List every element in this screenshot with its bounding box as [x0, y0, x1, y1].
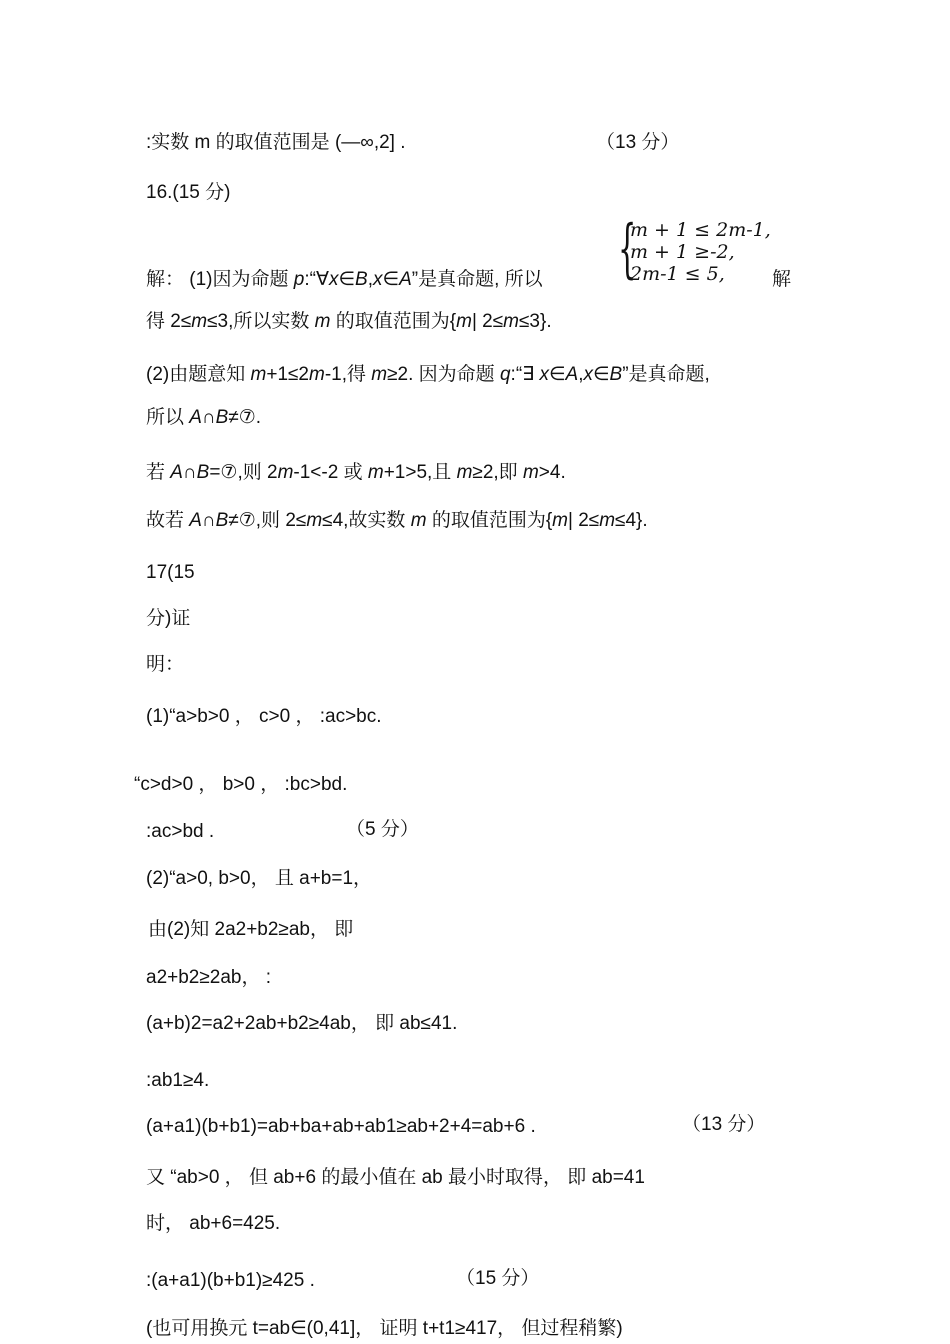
text: ,: [367, 269, 373, 290]
text: ≠⑦,则 2≤: [228, 510, 307, 531]
var: A: [189, 407, 202, 428]
text: （13 分）: [682, 1114, 766, 1135]
system-row-3: 2m-1 ≤ 5,: [630, 263, 725, 285]
proof-17-part2-line-8: [146, 1211, 280, 1237]
text: （13 分）: [596, 132, 680, 153]
proof-17-part2-line-6: [146, 1114, 536, 1140]
var: A: [399, 269, 412, 290]
text: 的取值范围为{: [426, 510, 553, 531]
text: :实数 m 的取值范围是 (—∞,2] .: [146, 132, 406, 153]
text: 所以: [146, 407, 190, 428]
text: -1,得: [324, 364, 372, 385]
proof-17-line-3: [146, 819, 214, 845]
text: :(a+a1)(b+b1)≥425 .: [146, 1270, 315, 1291]
score-15: [456, 1266, 539, 1292]
proof-17-part2-line-3: [146, 965, 271, 991]
text: 由(2)知 2a2+b2≥ab， 即: [148, 919, 354, 940]
text: -1<-2 或: [293, 462, 368, 483]
text: >4.: [538, 462, 566, 483]
var: m: [309, 364, 325, 385]
text: :ab1≥4.: [146, 1070, 210, 1091]
text: 解: [772, 269, 792, 290]
score-5: [346, 817, 419, 843]
var: m: [522, 462, 539, 483]
proof-17-part2-line-5: [146, 1068, 209, 1094]
text: ≤3}.: [519, 311, 552, 332]
text: 的取值范围为{: [330, 311, 457, 332]
var: m: [306, 510, 323, 531]
text: (1)“a>b>0 ， c>0 ， :ac>bc.: [146, 706, 382, 727]
var: A: [189, 510, 202, 531]
var: p: [293, 269, 305, 290]
var: x: [328, 269, 339, 290]
text: :“∀: [304, 269, 329, 290]
text: ∈: [382, 269, 400, 290]
proof-17-part2-line-9: [146, 1268, 315, 1294]
text: “c>d>0 ， b>0 ， :bc>bd.: [134, 774, 348, 795]
problem-17-heading-3: [146, 652, 184, 678]
text: =⑦,则 2: [209, 462, 278, 483]
solution-16-part1-end: [772, 267, 791, 293]
var: B: [196, 462, 210, 483]
var: B: [355, 269, 368, 290]
problem-17-heading-2: [146, 606, 190, 632]
var: m: [456, 462, 473, 483]
text: | 2≤: [568, 510, 600, 531]
var: A: [170, 462, 183, 483]
var: m: [599, 510, 616, 531]
inequality-system: [618, 212, 788, 288]
system-row-2: m + 1 ≥-2,: [630, 241, 735, 263]
var: B: [215, 407, 229, 428]
text: ∈: [548, 364, 566, 385]
text: （5 分）: [346, 819, 419, 840]
solution-16-part2-result: [146, 508, 648, 534]
text: (2)“a>0, b>0， 且 a+b=1，: [146, 868, 373, 889]
text: ∩: [201, 510, 216, 531]
text: 故若: [146, 510, 190, 531]
text: :ac>bd .: [146, 821, 215, 842]
var: x: [373, 269, 383, 290]
text: 若: [146, 462, 171, 483]
proof-17-part2-line-4: [146, 1011, 457, 1037]
text: +1≤2: [266, 364, 310, 385]
var: m: [371, 364, 388, 385]
problem-16-heading: [146, 180, 230, 206]
proof-17-line-1: [146, 704, 382, 730]
text: 解： (1)因为命题: [146, 269, 294, 290]
text: | 2≤: [471, 311, 504, 332]
text: ≤4,故实数: [322, 510, 411, 531]
proof-17-alt-note: [146, 1316, 623, 1342]
text: (a+b)2=a2+2ab+b2≥4ab， 即 ab≤41.: [146, 1013, 458, 1034]
var: m: [456, 311, 472, 332]
line-range-result: [146, 130, 406, 156]
proof-17-part2-line-2: [148, 917, 353, 943]
system-row-1: m + 1 ≤ 2m-1,: [630, 219, 771, 241]
score-13-a: [596, 130, 679, 156]
text: （15 分）: [456, 1268, 540, 1289]
var: m: [503, 311, 519, 332]
text: 分)证: [146, 608, 191, 629]
text: 时， ab+6=425.: [146, 1213, 281, 1234]
var: B: [609, 364, 623, 385]
solution-16-part2-nonempty: [146, 405, 261, 431]
var: m: [191, 311, 208, 332]
var: B: [215, 510, 229, 531]
text: ∈: [338, 269, 356, 290]
text: 明：: [146, 654, 185, 675]
text: ≤3,所以实数: [207, 311, 315, 332]
var: m: [367, 462, 384, 483]
text: 16.(15 分): [146, 182, 231, 203]
text: 得 2≤: [146, 311, 192, 332]
text: 17(15: [146, 562, 195, 583]
var: m: [410, 510, 427, 531]
var: x: [539, 364, 549, 385]
text: (也可用换元 t=ab∈(0,41]， 证明 t+t1≥417， 但过程稍繁): [146, 1318, 623, 1339]
problem-17-heading-1: [146, 560, 195, 586]
left-brace-icon: {: [618, 212, 637, 286]
text: ∩: [182, 462, 197, 483]
text: ∩: [201, 407, 216, 428]
text: ≥2. 因为命题: [387, 364, 500, 385]
text: a2+b2≥2ab， :: [146, 967, 272, 988]
proof-17-line-2: [134, 772, 347, 798]
text: (2)由题意知: [146, 364, 251, 385]
proof-17-part2-line-7: [146, 1165, 645, 1191]
text: (a+a1)(b+b1)=ab+ba+ab+ab1≥ab+2+4=ab+6 .: [146, 1116, 536, 1137]
var: m: [314, 311, 331, 332]
solution-16-part1-result: [146, 309, 552, 335]
var: x: [583, 364, 593, 385]
var: m: [552, 510, 568, 531]
text: 又 “ab>0 ， 但 ab+6 的最小值在 ab 最小时取得， 即 ab=41: [146, 1167, 645, 1188]
var: m: [250, 364, 267, 385]
text: ,: [578, 364, 584, 385]
score-13-b: [682, 1112, 765, 1138]
var: A: [565, 364, 579, 385]
proof-17-part2-line-1: [146, 866, 372, 892]
text: ≤4}.: [615, 510, 648, 531]
var: m: [277, 462, 294, 483]
solution-16-part2-empty-case: [146, 460, 566, 486]
text: ”是真命题, 所以: [411, 269, 543, 290]
text: +1>5,且: [383, 462, 457, 483]
solution-16-part2-line: [146, 362, 710, 388]
solution-16-part1-line: [146, 267, 543, 293]
text: :“∃: [510, 364, 540, 385]
text: ∈: [592, 364, 610, 385]
text: ≠⑦.: [228, 407, 262, 428]
var: q: [499, 364, 511, 385]
text: ”是真命题,: [622, 364, 710, 385]
text: ≥2,即: [472, 462, 523, 483]
